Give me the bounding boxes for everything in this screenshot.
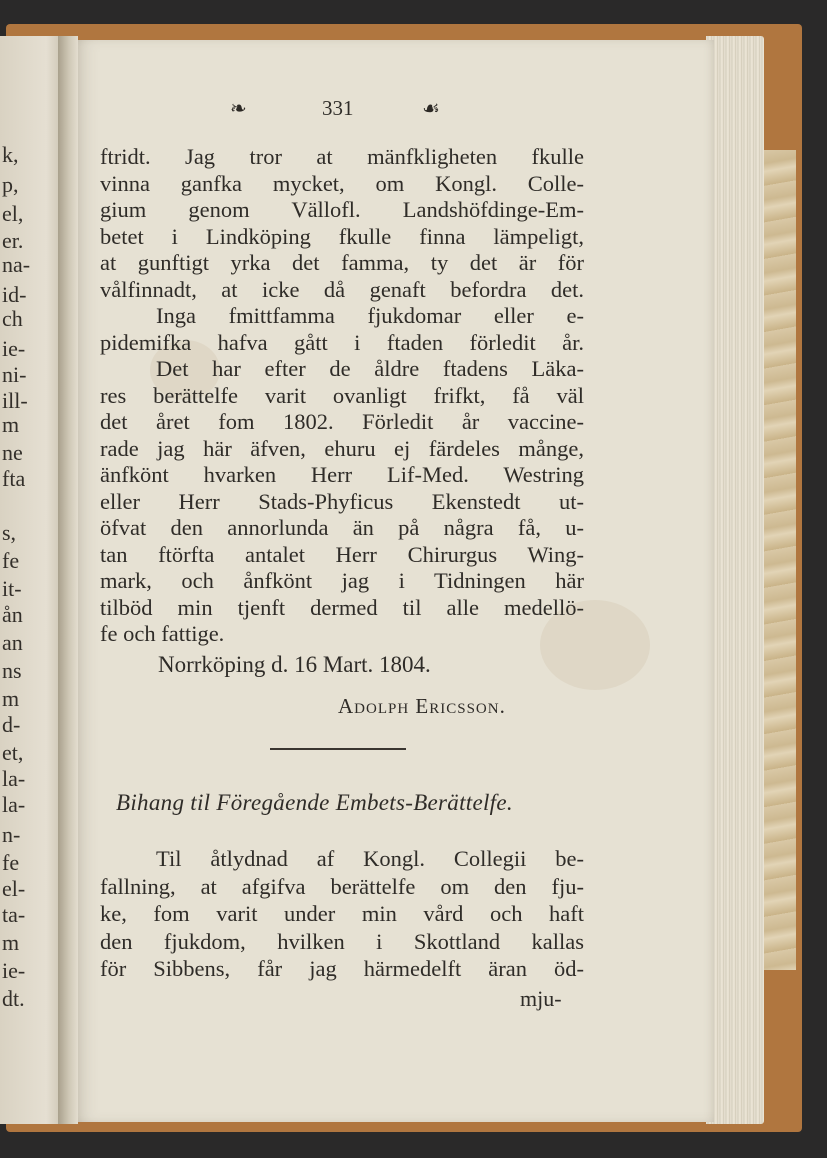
text-line: tilböd min tjenft dermed til alle medellö- (100, 594, 584, 620)
margin-fragment: la- (2, 766, 26, 791)
margin-fragment: et, (2, 740, 24, 765)
text-line: pidemifka hafva gått i ftaden förledit år. (100, 329, 584, 355)
text-line: ftridt. Jag tror at mänfkligheten fkulle (100, 144, 584, 169)
margin-fragment: it- (2, 576, 22, 601)
place-date: Norrköping d. 16 Mart. 1804. (158, 652, 431, 677)
left-ornament-icon: ❧ (230, 96, 247, 120)
margin-fragment: ne (2, 440, 23, 465)
right-ornament-icon: ☙ (422, 96, 440, 120)
margin-fragment: el, (2, 201, 24, 226)
margin-fragment: ni- (2, 362, 27, 387)
margin-fragment: ns (2, 658, 22, 683)
section-text-line: ke, fom varit under min vård och haft (100, 901, 584, 926)
text-line: det året fom 1802. Förledit år vaccine- (100, 409, 584, 434)
margin-fragment: m (2, 686, 20, 711)
margin-fragment: ie- (2, 958, 26, 983)
margin-fragment: fta (2, 466, 26, 491)
text-line: vålfinnadt, at icke då genaft befordra det. (100, 276, 584, 302)
text-line: tan ftörfta antalet Herr Chirurgus Wing- (100, 541, 584, 567)
signature: Adolph Ericsson. (338, 694, 506, 718)
margin-fragment: ta- (2, 902, 26, 927)
margin-fragment: n- (2, 822, 21, 847)
margin-fragment: s, (2, 520, 17, 545)
text-line: änfkönt hvarken Herr Lif-Med. Westring (100, 462, 584, 487)
margin-fragment: ill- (2, 388, 28, 413)
section-text-line: Til åtlydnad af Kongl. Collegii be- (156, 846, 584, 871)
margin-fragment: m (2, 930, 20, 955)
margin-fragment: p, (2, 172, 19, 197)
margin-fragment: fe (2, 548, 20, 573)
margin-fragment: er. (2, 228, 24, 253)
text-line: betet i Lindköping fkulle finna lämpeligt, (100, 223, 584, 249)
margin-fragment: ån (2, 602, 23, 627)
margin-fragment: fe (2, 850, 20, 875)
text-line: mark, och ånfkönt jag i Tidningen här (100, 568, 584, 593)
margin-fragment: k, (2, 142, 19, 167)
margin-fragment: an (2, 630, 23, 655)
section-text-line: den fjukdom, hvilken i Skottland kallas (100, 928, 584, 954)
margin-fragment: d- (2, 712, 21, 737)
section-text-line: för Sibbens, får jag härmedelft äran öd- (100, 956, 584, 981)
text-line: res berättelfe varit ovanligt frifkt, få väl (100, 382, 584, 408)
left-page-margin-text (0, 0, 60, 1158)
text-line: at gunftigt yrka det famma, ty det är för (100, 250, 584, 275)
catchword: mju- (520, 986, 562, 1011)
margin-fragment: la- (2, 792, 26, 817)
text-line: öfvat den annorlunda än på några få, u- (100, 515, 584, 540)
text-line: Det har efter de åldre ftadens Läka- (156, 356, 584, 381)
text-line: fe och fattige. (100, 621, 225, 646)
text-line: eller Herr Stads-Phyficus Ekenstedt ut- (100, 488, 584, 514)
section-title: Bihang til Föregående Embets-Berättelfe. (116, 790, 513, 815)
margin-fragment: id- (2, 282, 27, 307)
text-line: gium genom Vällofl. Landshöfdinge-Em- (100, 197, 584, 222)
margin-fragment: dt. (2, 986, 25, 1011)
page-number: 331 (322, 96, 354, 120)
margin-fragment: m (2, 412, 20, 437)
text-line: Inga fmittfamma fjukdomar eller e- (156, 303, 584, 328)
margin-fragment: ie- (2, 336, 26, 361)
book-gutter (58, 36, 78, 1124)
margin-fragment: el- (2, 876, 26, 901)
text-line: vinna ganfka mycket, om Kongl. Colle- (100, 170, 584, 196)
text-line: rade jag här äfven, ehuru ej färdeles månge, (100, 435, 584, 461)
section-divider (270, 748, 406, 750)
section-text-line: fallning, at afgifva berättelfe om den fju- (100, 873, 584, 899)
page-edges (706, 36, 764, 1124)
page-header (222, 92, 462, 128)
marbled-cover-edge (760, 150, 796, 970)
margin-fragment: ch (2, 306, 23, 331)
margin-fragment: na- (2, 252, 31, 277)
